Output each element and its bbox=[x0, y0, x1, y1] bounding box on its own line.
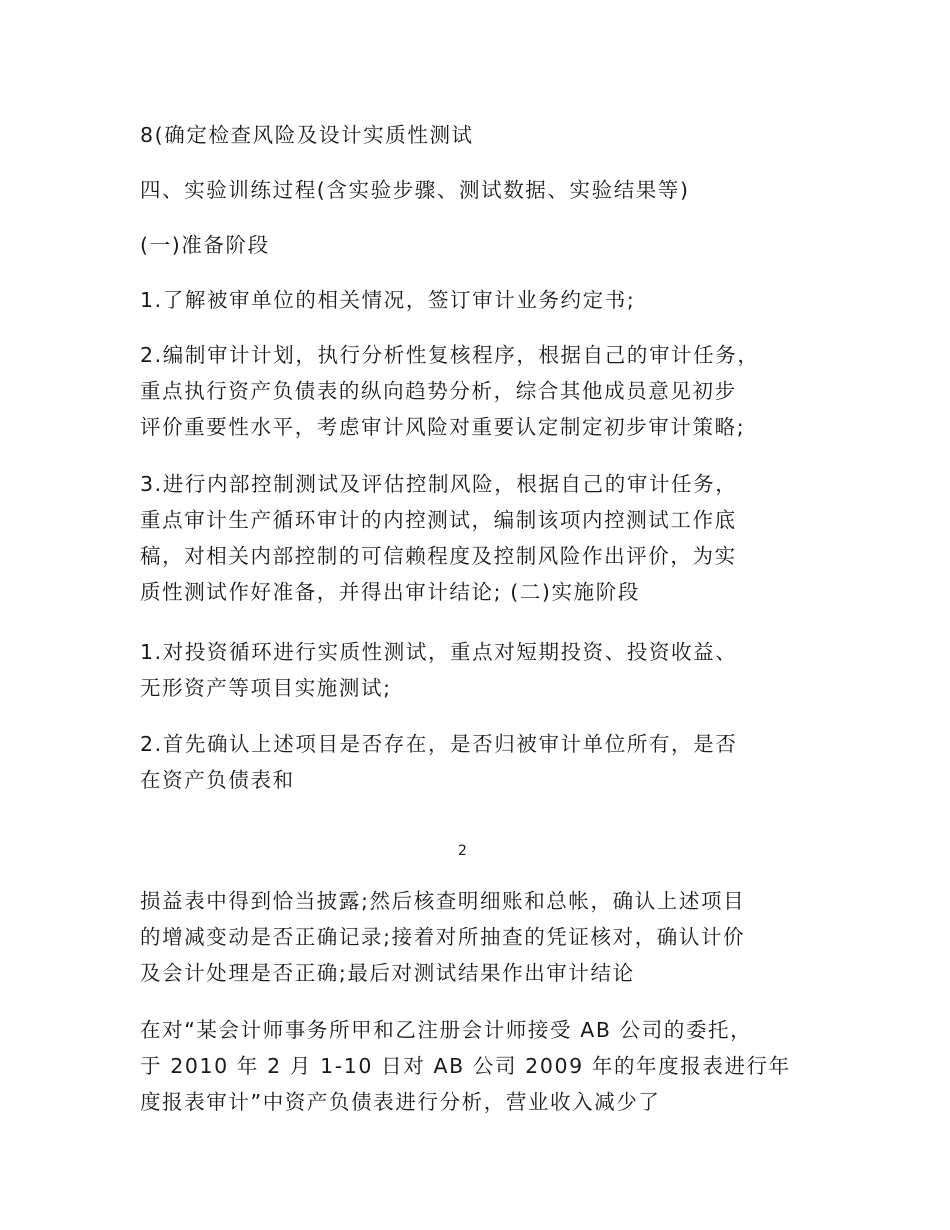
text-line: 的增减变动是否正确记录;接着对所抽查的凭证核对，确认计价 bbox=[140, 925, 746, 949]
text-line: 质性测试作好准备，并得出审计结论; (二)实施阶段 bbox=[140, 580, 640, 604]
continuation-paragraph bbox=[140, 883, 820, 991]
text-line: 在资产负债表和 bbox=[140, 768, 295, 792]
text-line: 2.编制审计计划，执行分析性复核程序，根据自己的审计任务， bbox=[140, 343, 760, 367]
text-line: 3.进行内部控制测试及评估控制风险，根据自己的审计任务， bbox=[140, 472, 738, 496]
text-line: 稿，对相关内部控制的可信赖程度及控制风险作出评价，为实 bbox=[140, 544, 737, 568]
text-line: 8(确定检查风险及设计实质性测试 bbox=[140, 123, 474, 147]
text-line: 于 2010 年 2 月 1-10 日对 AB 公司 2009 年的年度报表进行年 bbox=[140, 1054, 791, 1078]
impl-item-1 bbox=[140, 634, 820, 706]
prep-item-1 bbox=[140, 282, 820, 318]
text-line: 重点执行资产负债表的纵向趋势分析，综合其他成员意见初步 bbox=[140, 379, 737, 403]
text-line: 在对“某会计师事务所甲和乙注册会计师接受 AB 公司的委托， bbox=[140, 1018, 753, 1042]
text-line: 无形资产等项目实施测试; bbox=[140, 676, 392, 700]
text-line: 1.了解被审单位的相关情况，签订审计业务约定书; bbox=[140, 288, 636, 312]
text-line: 度报表审计”中资产负债表进行分析，营业收入减少了 bbox=[140, 1090, 661, 1114]
heading-section-4 bbox=[140, 172, 820, 208]
heading-step-8 bbox=[140, 117, 820, 153]
case-paragraph bbox=[140, 1012, 820, 1120]
text-line: 重点审计生产循环审计的内控测试，编制该项内控测试工作底 bbox=[140, 508, 737, 532]
impl-item-2 bbox=[140, 726, 820, 798]
text-line: 及会计处理是否正确;最后对测试结果作出审计结论 bbox=[140, 961, 635, 985]
heading-preparation-stage bbox=[140, 227, 820, 263]
prep-item-3 bbox=[140, 466, 820, 610]
prep-item-2 bbox=[140, 337, 820, 445]
text-line: 四、实验训练过程(含实验步骤、测试数据、实验结果等) bbox=[140, 178, 690, 202]
text-line: 损益表中得到恰当披露;然后核查明细账和总帐，确认上述项目 bbox=[140, 889, 746, 913]
text-line: (一)准备阶段 bbox=[140, 233, 270, 257]
page-number: 2 bbox=[458, 843, 467, 859]
text-line: 评价重要性水平，考虑审计风险对重要认定制定初步审计策略; bbox=[140, 415, 746, 439]
text-line: 1.对投资循环进行实质性测试，重点对短期投资、投资收益、 bbox=[140, 640, 738, 664]
text-line: 2.首先确认上述项目是否存在，是否归被审计单位所有，是否 bbox=[140, 732, 738, 756]
